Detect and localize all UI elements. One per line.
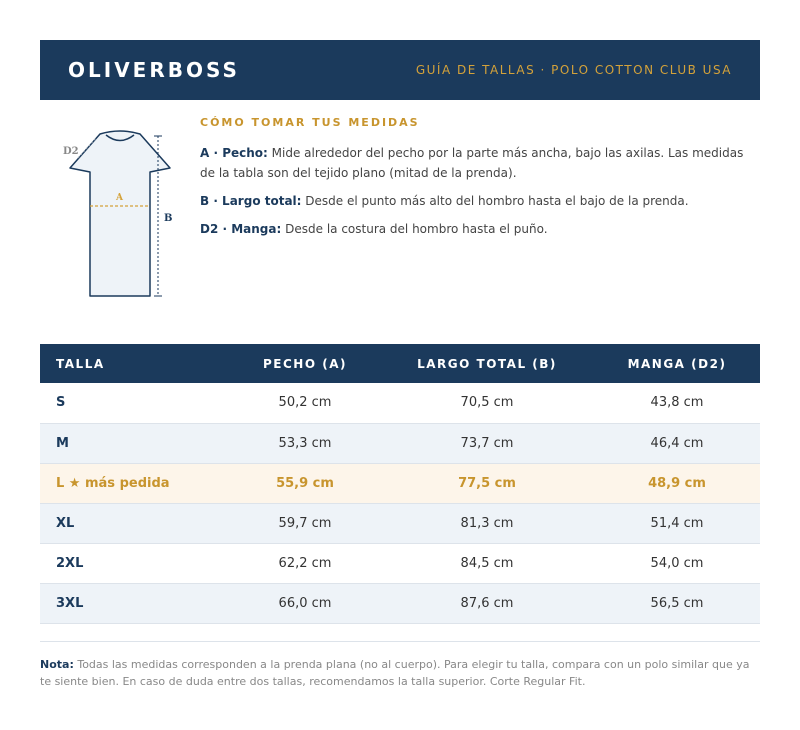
table-row <box>40 503 760 543</box>
sleeve-cell: 43,8 cm <box>650 395 704 411</box>
length-cell: 87,6 cm <box>460 595 514 611</box>
length-cell: 81,3 cm <box>460 515 514 531</box>
instruction-chest <box>200 143 760 183</box>
instruction-key: D2 · Manga: <box>200 222 282 236</box>
length-cell: 73,7 cm <box>460 435 514 451</box>
instruction-key: A · Pecho: <box>200 146 268 160</box>
header-chest: PECHO (A) <box>263 356 347 371</box>
chest-cell: 55,9 cm <box>276 475 334 491</box>
instruction-key: B · Largo total: <box>200 194 302 208</box>
footnote <box>40 656 760 690</box>
sleeve-cell: 46,4 cm <box>650 435 704 451</box>
sleeve-label: D2 <box>63 146 79 157</box>
polo-outline <box>70 131 173 296</box>
size-cell: 2XL <box>56 555 84 571</box>
sleeve-cell: 48,9 cm <box>648 475 706 491</box>
table-row <box>40 583 760 623</box>
instruction-text: Desde el punto más alto del hombro hasta el bajo de la prenda. <box>305 194 689 208</box>
polo-diagram <box>56 124 180 304</box>
header-banner <box>40 40 760 100</box>
size-cell: XL <box>56 515 75 531</box>
length-cell: 84,5 cm <box>460 555 514 571</box>
chest-label: A <box>116 193 123 203</box>
sleeve-cell: 54,0 cm <box>650 555 704 571</box>
note-label: Nota: <box>40 658 74 671</box>
header-sleeve: MANGA (D2) <box>627 356 727 371</box>
length-cell: 77,5 cm <box>458 475 516 491</box>
size-table <box>40 344 760 624</box>
instruction-length <box>200 191 760 211</box>
header-subtitle: GUÍA DE TALLAS · POLO COTTON CLUB USA <box>415 63 732 77</box>
brand-logo: OLIVERBOSS <box>68 58 240 82</box>
table-row <box>40 543 760 583</box>
sleeve-cell: 51,4 cm <box>650 515 704 531</box>
chest-cell: 62,2 cm <box>278 555 332 571</box>
length-cell: 70,5 cm <box>460 395 514 411</box>
table-row <box>40 423 760 463</box>
size-cell: S <box>56 395 66 411</box>
chest-cell: 66,0 cm <box>278 595 332 611</box>
size-cell: 3XL <box>56 595 84 611</box>
table-row <box>40 383 760 423</box>
instructions-title: CÓMO TOMAR TUS MEDIDAS <box>200 116 420 129</box>
instruction-text: Desde la costura del hombro hasta el puño. <box>285 222 548 236</box>
length-label: B <box>164 213 173 224</box>
chest-cell: 59,7 cm <box>278 515 332 531</box>
table-row-featured <box>40 463 760 503</box>
sleeve-cell: 56,5 cm <box>650 595 704 611</box>
table-header-row <box>40 344 760 383</box>
size-cell: M <box>56 435 69 451</box>
chest-cell: 50,2 cm <box>278 395 332 411</box>
header-length: LARGO TOTAL (B) <box>417 356 557 371</box>
instruction-sleeve <box>200 219 760 239</box>
note-text: Todas las medidas corresponden a la prenda plana (no al cuerpo). Para elegir tu talla, compara con un polo similar que ya te siente bien. En caso de duda entre dos tallas, recomendamos la talla superior. Corte Regular Fit. <box>40 658 750 688</box>
divider <box>40 641 760 642</box>
instruction-text: Mide alrededor del pecho por la parte más ancha, bajo las axilas. Las medidas de la tabla son del tejido plano (mitad de la prenda). <box>200 146 744 180</box>
header-size: TALLA <box>56 356 105 371</box>
chest-cell: 53,3 cm <box>278 435 332 451</box>
measure-instructions <box>200 116 760 247</box>
size-cell: L ★ más pedida <box>56 475 170 491</box>
